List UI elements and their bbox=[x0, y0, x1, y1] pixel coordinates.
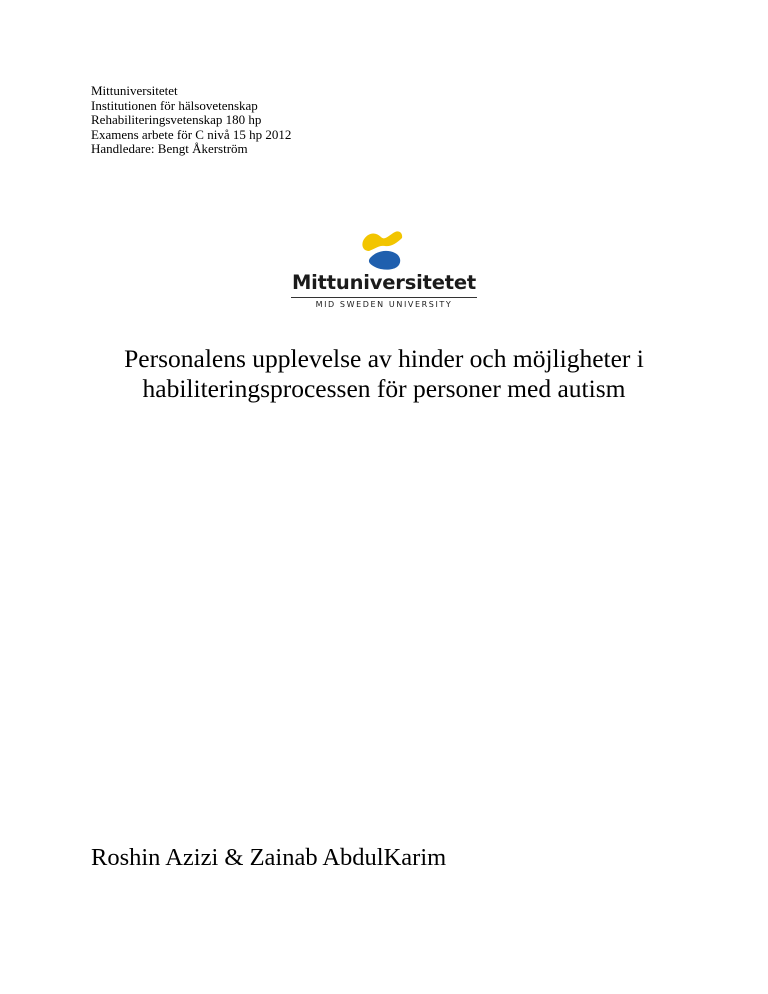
institution-header bbox=[91, 84, 291, 157]
logo-yellow-shape bbox=[362, 231, 402, 251]
university-logo-mark-icon bbox=[361, 229, 405, 271]
logo-wordmark: Mittuniversitetet bbox=[291, 271, 477, 294]
logo-blue-shape bbox=[369, 251, 400, 270]
thesis-title bbox=[60, 344, 708, 404]
header-programme: Rehabiliteringsvetenskap 180 hp bbox=[91, 112, 262, 127]
logo-divider bbox=[291, 297, 477, 298]
logo-subtitle: MID SWEDEN UNIVERSITY bbox=[315, 300, 453, 309]
header-university: Mittuniversitetet bbox=[91, 83, 178, 98]
header-supervisor: Handledare: Bengt Åkerström bbox=[91, 141, 248, 156]
thesis-title-line-2: habiliteringsprocessen för personer med autism bbox=[142, 374, 626, 403]
thesis-title-line-1: Personalens upplevelse av hinder och möjligheter i bbox=[124, 344, 644, 373]
header-course: Examens arbete för C nivå 15 hp 2012 bbox=[91, 126, 292, 142]
authors: Roshin Azizi & Zainab AbdulKarim bbox=[91, 844, 447, 871]
header-department: Institutionen för hälsovetenskap bbox=[91, 97, 258, 113]
university-logo bbox=[289, 229, 479, 313]
